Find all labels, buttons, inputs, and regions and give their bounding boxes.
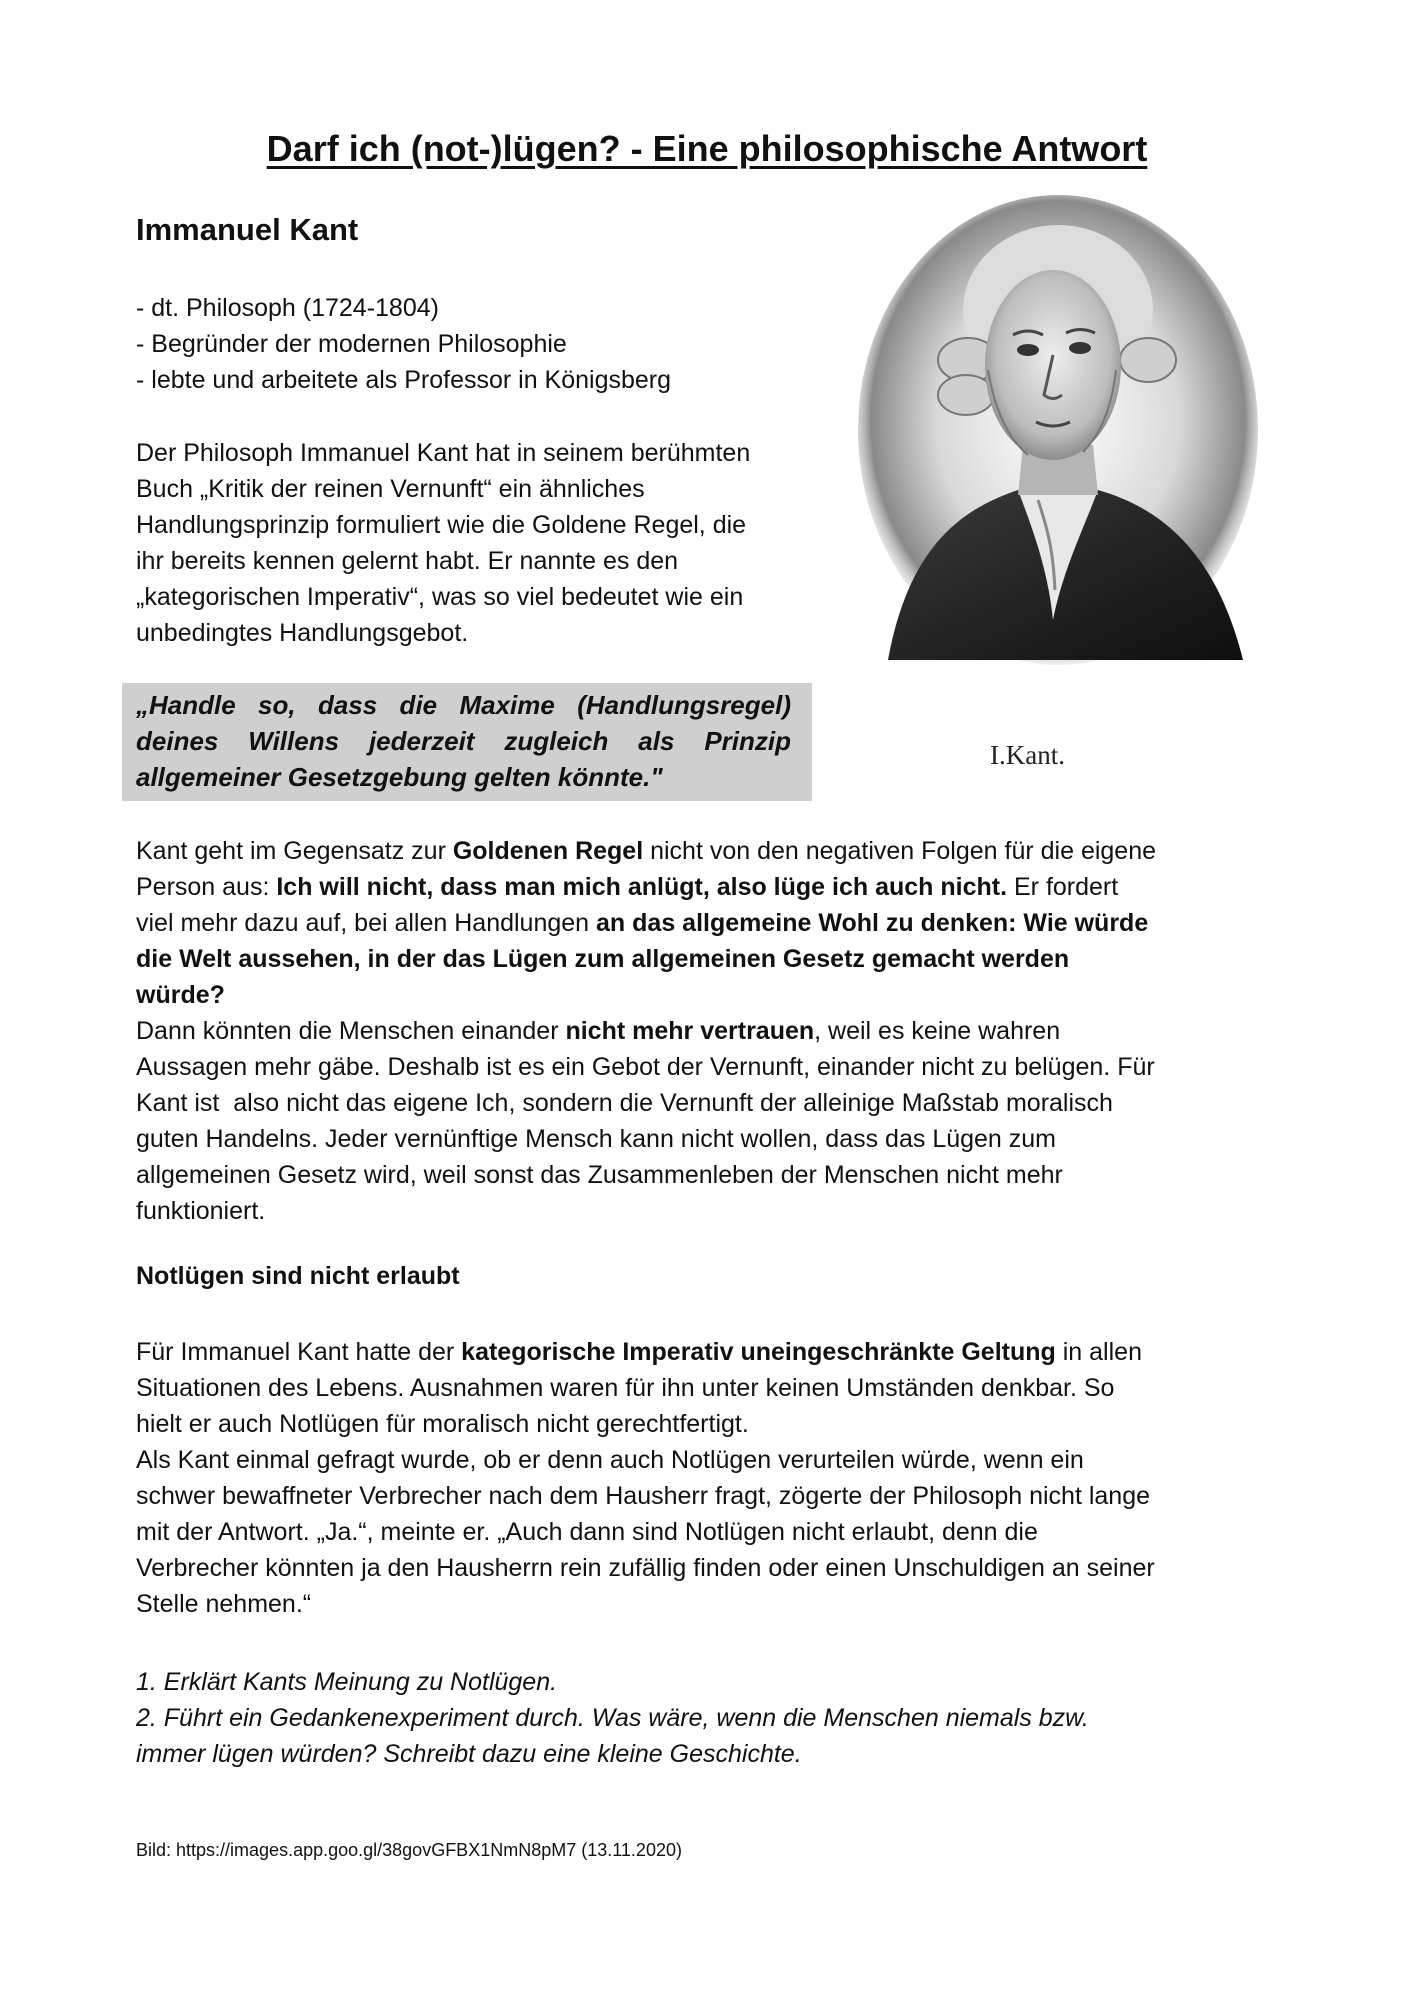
text-segment: Er fordert bbox=[1007, 873, 1119, 901]
section-heading: Notlügen sind nicht erlaubt bbox=[136, 1262, 460, 1290]
intro-line: Buch „Kritik der reinen Vernunft“ ein ähnliches bbox=[136, 475, 645, 503]
quote-line: deines Willens jederzeit zugleich als Prinzip bbox=[136, 726, 791, 756]
text-line bbox=[136, 833, 1296, 869]
text-segment: Für Immanuel Kant hatte der bbox=[136, 1338, 462, 1366]
emphasis-trust: nicht mehr vertrauen bbox=[565, 1017, 815, 1045]
text-line: Als Kant einmal gefragt wurde, ob er denn auch Notlügen verurteilen würde, wenn ein bbox=[136, 1446, 1084, 1474]
text-line: Kant ist also nicht das eigene Ich, sondern die Vernunft der alleinige Maßstab moralisch bbox=[136, 1089, 1113, 1117]
person-heading: Immanuel Kant bbox=[136, 212, 359, 247]
task-item: 1. Erklärt Kants Meinung zu Notlügen. bbox=[136, 1668, 558, 1696]
intro-line: Der Philosoph Immanuel Kant hat in seinem berühmten bbox=[136, 439, 751, 467]
kant-portrait-image bbox=[848, 190, 1268, 680]
text-line: guten Handelns. Jeder vernünftige Mensch kann nicht wollen, dass das Lügen zum bbox=[136, 1125, 1057, 1153]
emphasis-question: die Welt aussehen, in der das Lügen zum allgemeinen Gesetz gemacht werden bbox=[136, 945, 1070, 973]
portrait-caption: I.Kant. bbox=[990, 740, 1065, 770]
text-line bbox=[136, 941, 1296, 977]
text-line: hielt er auch Notlügen für moralisch nicht gerechtfertigt. bbox=[136, 1410, 749, 1438]
text-segment: nicht von den negativen Folgen für die eigene bbox=[643, 837, 1157, 865]
quote-line: allgemeiner Gesetzgebung gelten könnte." bbox=[136, 762, 663, 792]
bio-item: - Begründer der modernen Philosophie bbox=[136, 330, 567, 358]
text-segment: Kant geht im Gegensatz zur bbox=[136, 837, 453, 865]
paragraph-golden-rule bbox=[136, 833, 1296, 1229]
text-line: funktioniert. bbox=[136, 1197, 266, 1225]
emphasis-imperative: kategorische Imperativ uneingeschränkte Geltung bbox=[461, 1338, 1056, 1366]
intro-paragraph bbox=[136, 435, 836, 651]
emphasis-golden-rule: Goldenen Regel bbox=[452, 837, 644, 865]
text-segment: viel mehr dazu auf, bei allen Handlungen bbox=[136, 909, 597, 937]
intro-line: ihr bereits kennen gelernt habt. Er nannte es den bbox=[136, 547, 679, 575]
intro-line: Handlungsprinzip formuliert wie die Goldene Regel, die bbox=[136, 511, 747, 539]
quote-line: „Handle so, dass die Maxime (Handlungsregel) bbox=[136, 690, 791, 720]
text-segment: , weil es keine wahren bbox=[814, 1017, 1061, 1045]
text-line: schwer bewaffneter Verbrecher nach dem Hausherr fragt, zögerte der Philosoph nicht lange bbox=[136, 1482, 1151, 1510]
text-line bbox=[136, 977, 1296, 1013]
bio-item: - dt. Philosoph (1724-1804) bbox=[136, 294, 439, 322]
task-item: immer lügen würden? Schreibt dazu eine kleine Geschichte. bbox=[136, 1740, 802, 1768]
text-line bbox=[136, 905, 1296, 941]
text-line bbox=[136, 1334, 1296, 1370]
text-line: Aussagen mehr gäbe. Deshalb ist es ein Gebot der Vernunft, einander nicht zu belügen. Für bbox=[136, 1053, 1155, 1081]
text-line: Stelle nehmen.“ bbox=[136, 1590, 312, 1618]
image-source-note: Bild: https://images.app.goo.gl/38govGFBX1NmN8pM7 (13.11.2020) bbox=[136, 1840, 682, 1860]
intro-line: unbedingtes Handlungsgebot. bbox=[136, 619, 469, 647]
task-item: 2. Führt ein Gedankenexperiment durch. Was wäre, wenn die Menschen niemals bzw. bbox=[136, 1704, 1089, 1732]
paragraph-white-lies bbox=[136, 1334, 1296, 1622]
bio-item: - lebte und arbeitete als Professor in Königsberg bbox=[136, 366, 672, 394]
text-segment: Person aus: bbox=[136, 873, 277, 901]
emphasis-question: würde? bbox=[136, 981, 225, 1009]
text-segment: Dann könnten die Menschen einander bbox=[136, 1017, 566, 1045]
categorical-imperative-quote bbox=[136, 687, 791, 795]
emphasis-question: an das allgemeine Wohl zu denken: Wie würde bbox=[596, 909, 1149, 937]
text-line bbox=[136, 1013, 1296, 1049]
page-title: Darf ich (not-)lügen? - Eine philosophische Antwort bbox=[266, 128, 1148, 169]
text-line bbox=[136, 869, 1296, 905]
text-line: Situationen des Lebens. Ausnahmen waren für ihn unter keinen Umständen denkbar. So bbox=[136, 1374, 1115, 1402]
text-line: mit der Antwort. „Ja.“, meinte er. „Auch dann sind Notlügen nicht erlaubt, denn die bbox=[136, 1518, 1038, 1546]
biography-list bbox=[136, 290, 671, 398]
intro-line: „kategorischen Imperativ“, was so viel bedeutet wie ein bbox=[136, 583, 744, 611]
text-segment: in allen bbox=[1055, 1338, 1142, 1366]
task-list bbox=[136, 1664, 1296, 1772]
text-line: Verbrecher könnten ja den Hausherrn rein zufällig finden oder einen Unschuldigen an seiner bbox=[136, 1554, 1155, 1582]
emphasis-statement: Ich will nicht, dass man mich anlügt, also lüge ich auch nicht. bbox=[276, 873, 1008, 901]
text-line: allgemeinen Gesetz wird, weil sonst das Zusammenleben der Menschen nicht mehr bbox=[136, 1161, 1063, 1189]
